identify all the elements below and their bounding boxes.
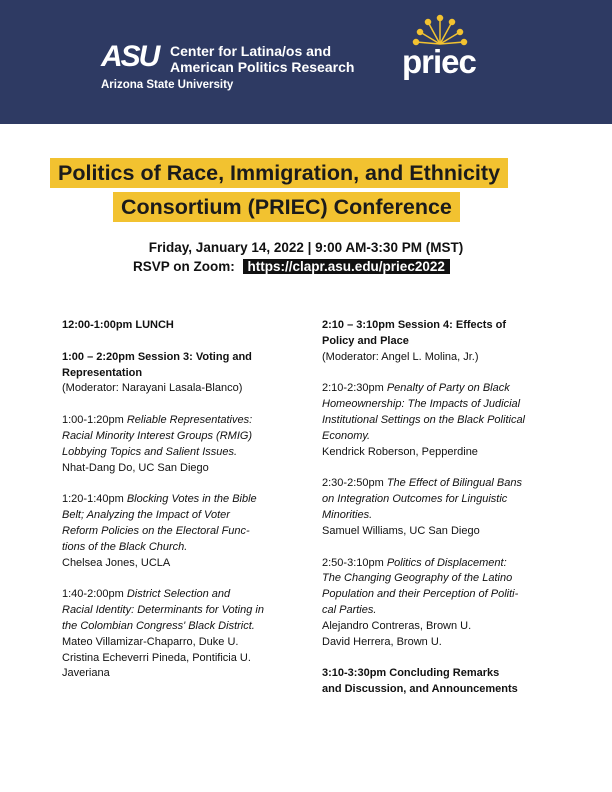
session-3-moderator: (Moderator: Narayani Lasala-Blanco) (62, 382, 243, 395)
paper-6 (322, 556, 562, 651)
closing-title-1: 3:10-3:30pm Concluding Remarks (322, 667, 500, 680)
schedule-right-column (322, 318, 562, 714)
asu-logo: ASU (101, 40, 159, 73)
paper-2-title-2: Belt; Analyzing the Impact of Voter (62, 509, 230, 522)
paper-4-author: Kendrick Roberson, Pepperdine (322, 445, 478, 458)
title-line-2: Consortium (PRIEC) Conference (113, 192, 460, 222)
paper-4-title-3: Institutional Settings on the Black Political (322, 413, 526, 426)
paper-5-title-1: The Effect of Bilingual Bans (386, 477, 522, 490)
paper-6-time: 2:50-3:10pm (322, 556, 387, 569)
paper-4-title-4: Economy. (322, 429, 371, 442)
paper-3-time: 1:40-2:00pm (62, 588, 127, 601)
paper-3 (62, 587, 302, 682)
paper-1-title-2: Racial Minority Interest Groups (RMIG) (62, 429, 253, 442)
session-3-title-1: 1:00 – 2:20pm Session 3: Voting and (62, 350, 252, 363)
paper-2-title-1: Blocking Votes in the Bible (126, 493, 257, 506)
paper-6-title-2: The Changing Geography of the Latino (322, 572, 513, 585)
center-name-line2: American Politics Research (170, 59, 355, 75)
paper-3-author-1: Mateo Villamizar-Chaparro, Duke U. (62, 635, 239, 648)
paper-1-time: 1:00-1:20pm (62, 414, 127, 427)
paper-4-time: 2:10-2:30pm (322, 382, 387, 395)
paper-3-title-1: District Selection and (126, 588, 231, 601)
paper-5-title-2: on Integration Outcomes for Linguistic (322, 493, 508, 506)
lunch-item: 12:00-1:00pm LUNCH (62, 319, 174, 331)
paper-4 (322, 381, 562, 460)
paper-2-time: 1:20-1:40pm (62, 493, 127, 506)
paper-6-title-4: cal Parties. (322, 603, 377, 616)
event-date-time: Friday, January 14, 2022 | 9:00 AM-3:30 PM (MST) (148, 240, 464, 255)
header-banner (0, 0, 612, 124)
paper-3-title-3: the Colombian Congress' Black District. (62, 619, 255, 632)
university-name: Arizona State University (101, 79, 234, 91)
paper-6-author-1: Alejandro Contreras, Brown U. (322, 619, 472, 632)
priec-logo-text: priec (402, 43, 476, 80)
rsvp-label: RSVP on Zoom: (133, 259, 235, 274)
paper-5-title-3: Minorities. (322, 508, 373, 521)
paper-4-title-2: Homeownership: The Impacts of Judicial (322, 398, 521, 411)
paper-4-title-1: Penalty of Party on Black (386, 382, 510, 395)
center-name-line1: Center for Latina/os and (170, 43, 332, 59)
paper-1 (62, 413, 302, 476)
paper-6-title-1: Politics of Displacement: (386, 556, 507, 569)
paper-1-title-1: Reliable Representatives: (126, 414, 253, 427)
paper-3-author-2: Cristina Echeverri Pineda, Pontificia U. (62, 651, 251, 664)
schedule-left-column (62, 318, 302, 698)
session-4-moderator: (Moderator: Angel L. Molina, Jr.) (322, 350, 479, 363)
paper-1-author: Nhat-Dang Do, UC San Diego (62, 461, 209, 474)
closing-title-2: and Discussion, and Announcements (322, 683, 518, 696)
title-line-1: Politics of Race, Immigration, and Ethnicity (50, 158, 508, 188)
rsvp-link[interactable]: https://clapr.asu.edu/priec2022 (243, 259, 450, 274)
paper-6-author-2: David Herrera, Brown U. (322, 635, 442, 648)
paper-5 (322, 476, 562, 539)
center-name (170, 43, 354, 75)
session-4 (322, 318, 562, 365)
paper-1-title-3: Lobbying Topics and Salient Issues. (62, 445, 238, 458)
closing-session (322, 666, 562, 698)
session-3 (62, 350, 302, 397)
paper-5-time: 2:30-2:50pm (322, 477, 387, 490)
paper-2-title-3: Reform Policies on the Electoral Func- (62, 524, 250, 537)
session-3-title-2: Representation (62, 366, 143, 379)
paper-2 (62, 492, 302, 571)
paper-2-author: Chelsea Jones, UCLA (62, 556, 171, 569)
paper-5-author: Samuel Williams, UC San Diego (322, 524, 480, 537)
session-4-title-2: Policy and Place (322, 334, 409, 347)
rsvp-line (133, 259, 450, 274)
paper-3-title-2: Racial Identity: Determinants for Voting in (62, 604, 264, 617)
paper-6-title-3: Population and their Perception of Politi- (322, 588, 519, 601)
paper-2-title-4: tions of the Black Church. (62, 540, 188, 553)
paper-3-author-3: Javeriana (62, 667, 110, 680)
session-4-title-1: 2:10 – 3:10pm Session 4: Effects of (322, 319, 507, 331)
